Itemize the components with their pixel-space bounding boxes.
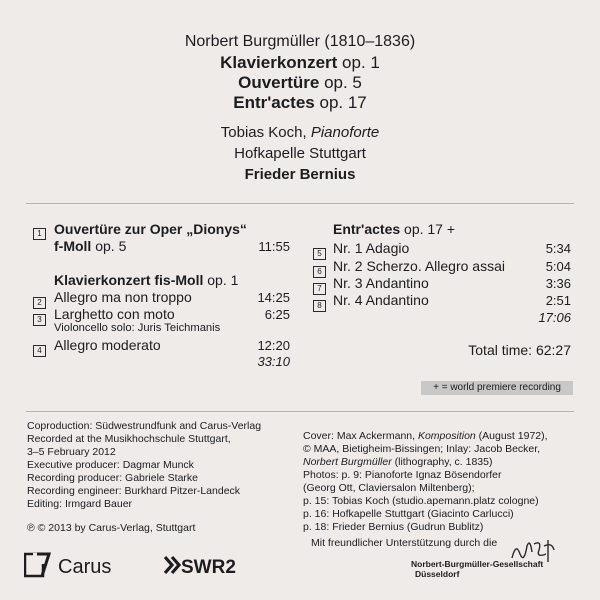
society-name xyxy=(411,559,543,579)
track-3-title: Larghetto con moto xyxy=(54,306,175,322)
credit-line: Executive producer: Dagmar Munck xyxy=(27,459,194,471)
credit-line: Editing: Irmgard Bauer xyxy=(27,498,133,510)
track-5-duration: 5:34 xyxy=(545,241,571,256)
composer-heading: Norbert Burgmüller (1810–1836) xyxy=(184,33,416,50)
credit-line: Recording engineer: Burkhard Pitzer-Landeck xyxy=(27,485,241,497)
track-4-title: Allegro moderato xyxy=(54,337,161,353)
orchestra-credit: Hofkapelle Stuttgart xyxy=(234,145,366,162)
credit-line: (Georg Ott, Claviersalon Miltenberg); xyxy=(303,482,475,494)
swr-chevrons-icon xyxy=(164,552,248,578)
world-premiere-note: + = world premiere recording xyxy=(421,381,573,395)
credit-line: Coproduction: Südwestrundfunk and Carus-Verlag xyxy=(27,420,262,432)
carus-mark-icon xyxy=(24,552,142,578)
concerto-subtotal: 33:10 xyxy=(257,354,290,369)
conductor-credit: Frieder Bernius xyxy=(244,166,356,183)
track-1-key: f-Moll op. 5 xyxy=(54,238,127,254)
entractes-heading: Entr'actes op. 17 + xyxy=(333,221,456,237)
carus-logo xyxy=(24,552,142,578)
track-6-title: Nr. 2 Scherzo. Allegro assai xyxy=(333,258,505,274)
track-number-7: 7 xyxy=(313,278,326,296)
credit-line: p. 15: Tobias Koch (studio.apemann.platz cologne) xyxy=(303,495,539,507)
track-1-title: Ouvertüre zur Oper „Dionys“ xyxy=(54,221,247,237)
credit-line: Cover: Max Ackermann, Komposition (August 1972), xyxy=(303,430,548,442)
swr2-wordmark: SWR2 xyxy=(181,557,236,578)
track-8-title: Nr. 4 Andantino xyxy=(333,292,429,308)
track-6-duration: 5:04 xyxy=(545,259,571,274)
track-4-duration: 12:20 xyxy=(257,338,290,353)
track-3-duration: 6:25 xyxy=(264,307,290,322)
track-number-4: 4 xyxy=(33,340,46,358)
track-number-8: 8 xyxy=(313,295,326,313)
credit-line: p. 16: Hofkapelle Stuttgart (Giacinto Carlucci) xyxy=(303,508,514,520)
concerto-heading: Klavierkonzert fis-Moll op. 1 xyxy=(54,272,239,288)
divider-top xyxy=(26,203,574,204)
support-line: Mit freundlicher Unterstützung durch die xyxy=(311,537,498,549)
entractes-subtotal: 17:06 xyxy=(538,310,571,325)
track-2-title: Allegro ma non troppo xyxy=(54,289,192,305)
swr2-logo xyxy=(164,552,248,578)
copyright: ℗ © 2013 by Carus-Verlag, Stuttgart xyxy=(27,522,196,534)
track-number-3: 3 xyxy=(33,309,46,327)
track-2-duration: 14:25 xyxy=(257,290,290,305)
credit-line: Photos: p. 9: Pianoforte Ignaz Bösendorfer xyxy=(303,469,502,481)
credit-line: Norbert Burgmüller (lithography, c. 1835) xyxy=(303,456,493,468)
society-line: Norbert-Burgmüller-Gesellschaft xyxy=(411,559,544,569)
pianist-credit: Tobias Koch, Pianoforte xyxy=(220,124,380,141)
work-title-overture: Ouvertüre op. 5 xyxy=(238,73,362,92)
credit-line: p. 18: Frieder Bernius (Gudrun Bublitz) xyxy=(303,521,484,533)
society-city: Düsseldorf xyxy=(415,569,460,579)
work-title-entractes: Entr'actes op. 17 xyxy=(233,93,367,112)
track-number-1: 1 xyxy=(33,223,46,241)
image-credits xyxy=(303,430,548,534)
track-number-5: 5 xyxy=(313,243,326,261)
credit-line: © MAA, Bietigheim-Bissingen; Inlay: Jacob Becker, xyxy=(303,443,541,455)
track-number-2: 2 xyxy=(33,292,46,310)
credit-line: Recorded at the Musikhochschule Stuttgart, xyxy=(27,433,231,445)
production-credits xyxy=(27,420,261,511)
divider-bottom xyxy=(26,411,574,412)
track-7-title: Nr. 3 Andantino xyxy=(333,275,429,291)
credit-line: 3–5 February 2012 xyxy=(27,446,116,458)
track-3-soloist: Violoncello solo: Juris Teichmanis xyxy=(54,322,221,334)
work-title-concerto: Klavierkonzert op. 1 xyxy=(220,53,380,72)
track-5-title: Nr. 1 Adagio xyxy=(333,240,410,256)
total-time: Total time: 62:27 xyxy=(468,342,571,358)
track-8-duration: 2:51 xyxy=(545,293,571,308)
carus-wordmark: Carus xyxy=(58,556,112,578)
track-number-6: 6 xyxy=(313,261,326,279)
track-1-duration: 11:55 xyxy=(258,239,290,254)
credit-line: Recording producer: Gabriele Starke xyxy=(27,472,199,484)
track-7-duration: 3:36 xyxy=(545,276,571,291)
